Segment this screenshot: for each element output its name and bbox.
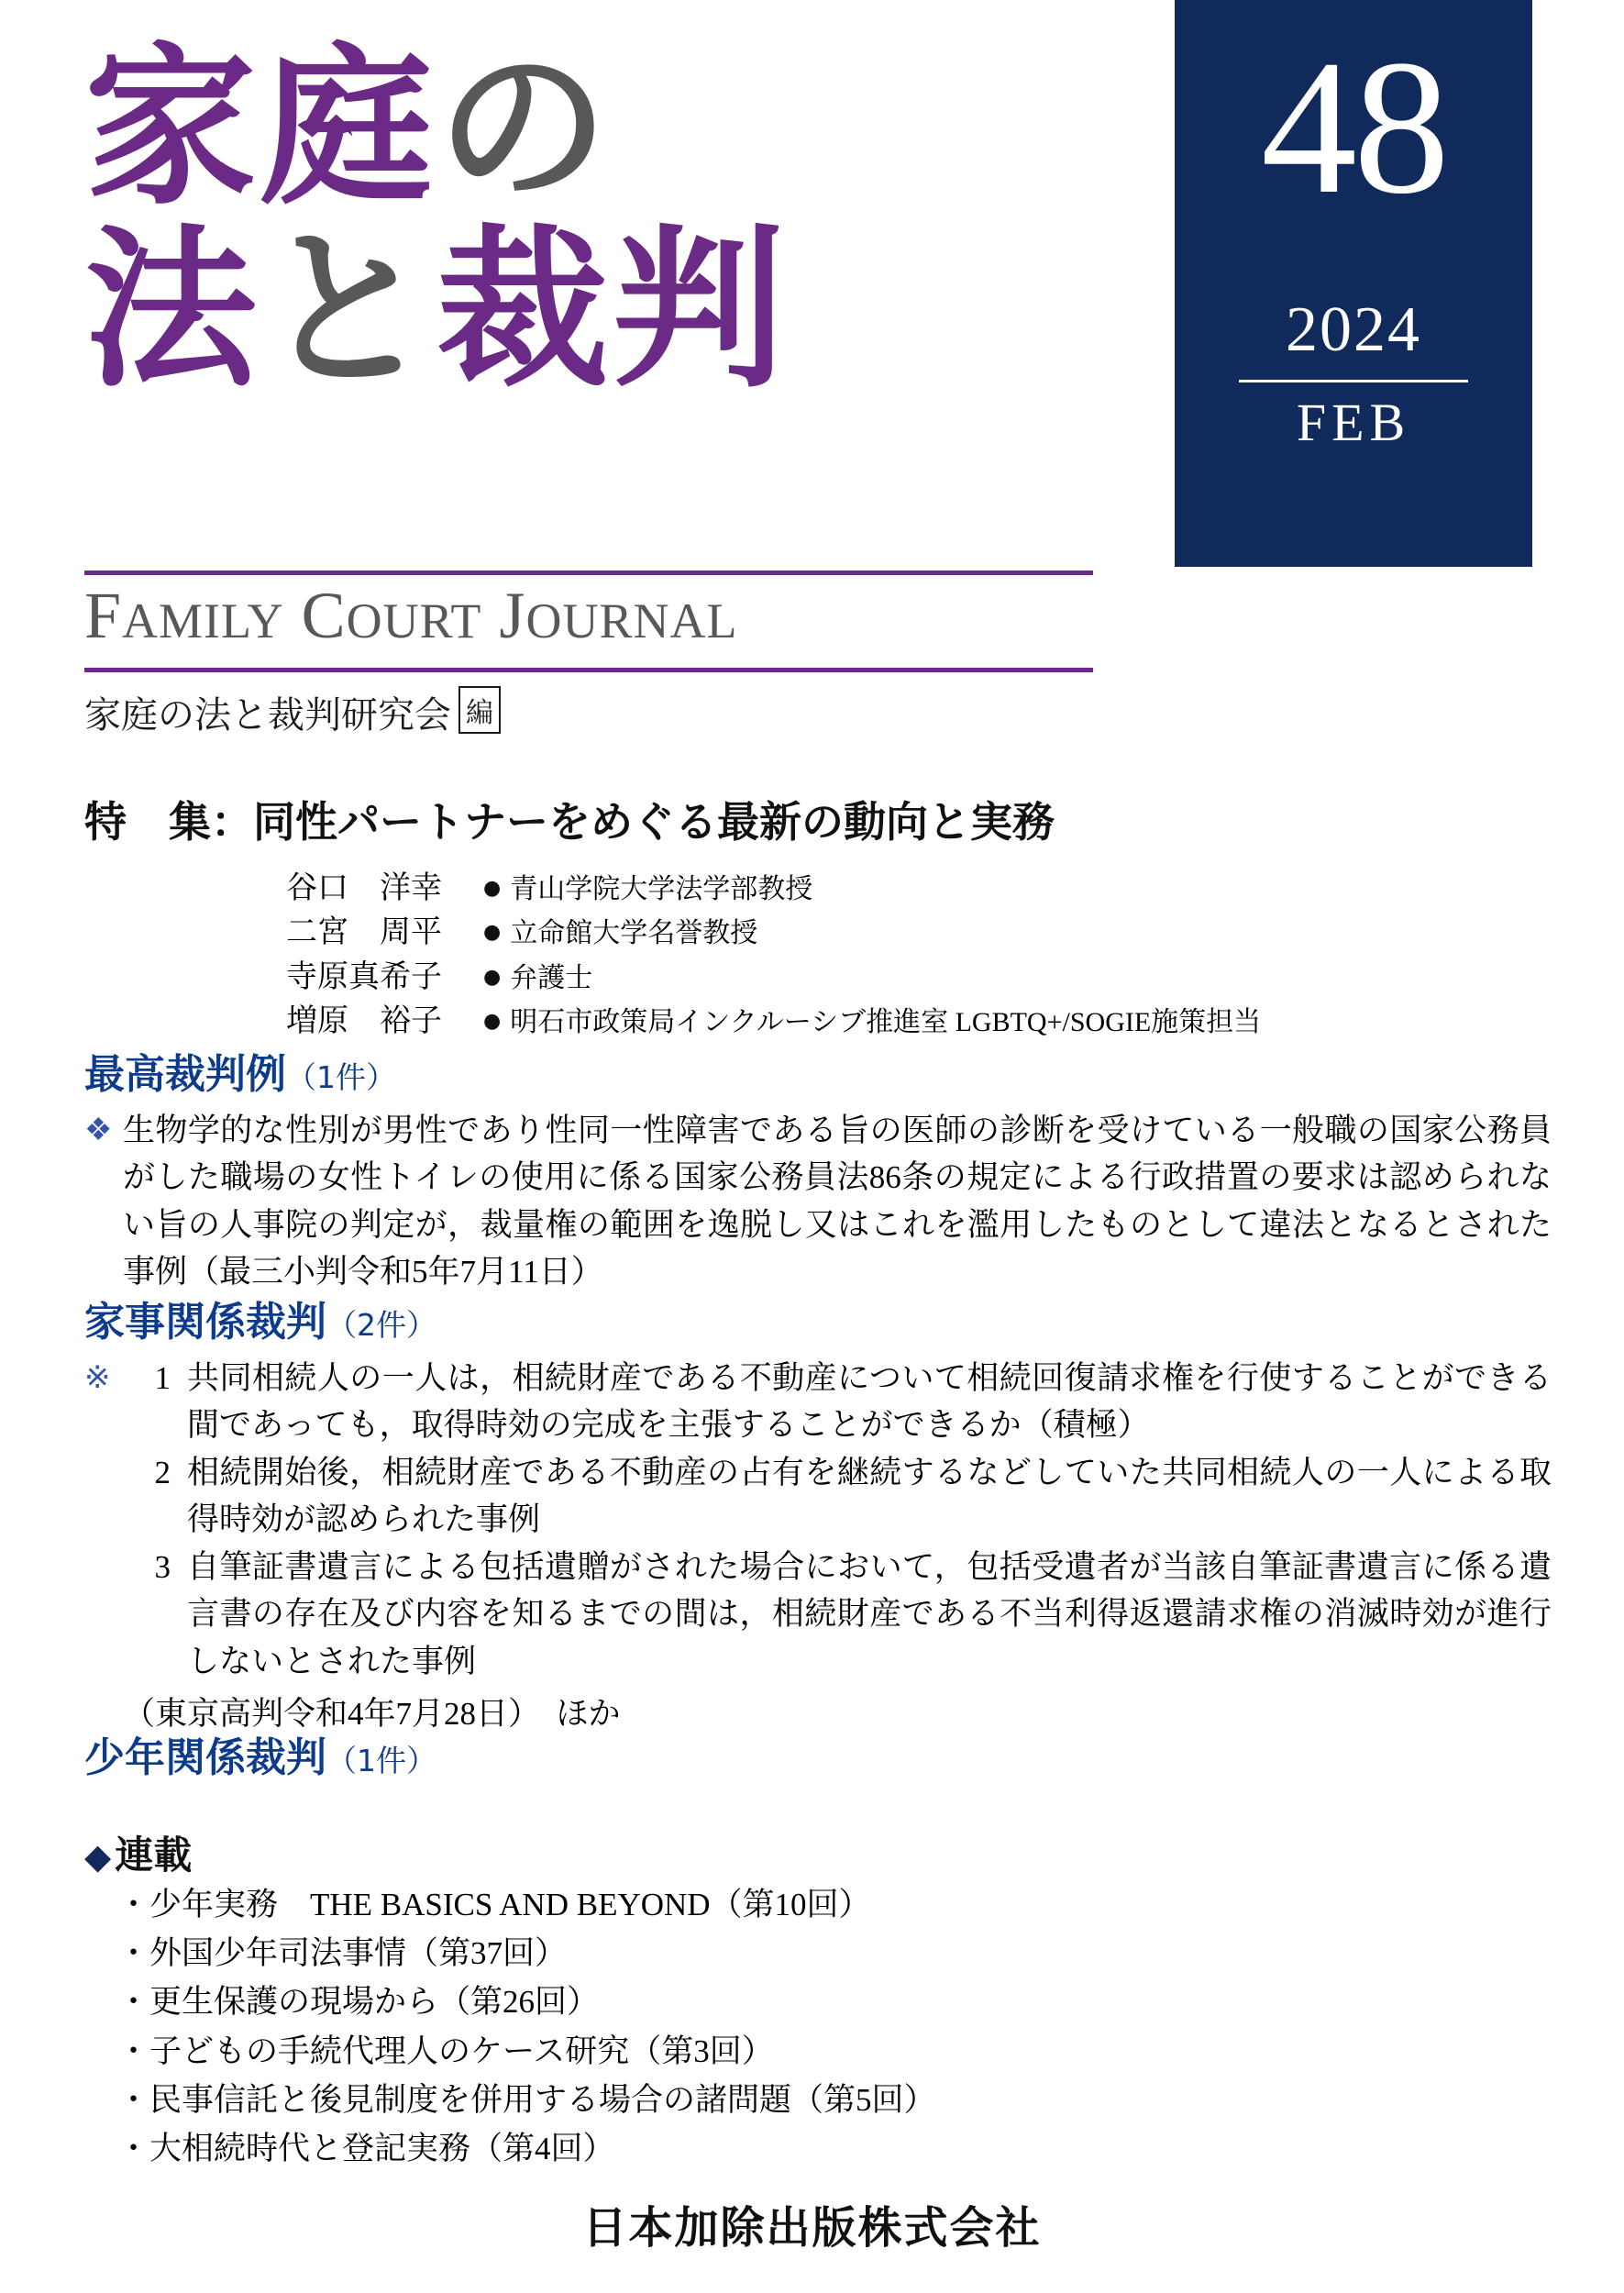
section-count: （1件）: [286, 1059, 396, 1095]
title-en-amily: AMILY: [122, 593, 284, 648]
section-item-text: 相続開始後，相続財産である不動産の占有を継続するなどしていた共同相続人の一人による取得時効が認められた事例: [187, 1454, 1552, 1538]
author-row: [286, 866, 1552, 910]
feature-title: 特 集：同性パートナーをめぐる最新の動向と実務: [84, 797, 1055, 847]
editor-name: 家庭の法と裁判研究会: [84, 694, 451, 737]
section-heading-text: 最高裁判例: [84, 1051, 286, 1098]
title-char-to: と: [260, 210, 436, 412]
diamond-bullet-icon: ❖: [84, 1113, 113, 1147]
author-affiliation: 弁護士: [510, 962, 593, 993]
section-item: [84, 1107, 1552, 1296]
author-row: [286, 910, 1552, 954]
bullet-dot-icon: ●: [483, 965, 502, 989]
item-number: 2: [154, 1454, 171, 1490]
issue-divider: [1239, 380, 1468, 382]
section-heading: [84, 1041, 1552, 1100]
title-char-ka: 家: [84, 28, 260, 228]
title-line-1: [84, 28, 1111, 228]
item-number: 3: [154, 1548, 171, 1585]
section-item-text: 生物学的な性別が男性であり性同一性障害である旨の医師の診断を受けている一般職の国家公務員がした職場の女性トイレの使用に係る国家公務員法86条の規定による行政措置の要求は認められない旨の人事院の判定が，裁量権の範囲を逸脱し又はこれを濫用したものとして違法となるとされた事例（最三小判令和5年7月11日）: [123, 1113, 1552, 1291]
issue-year: 2024: [1286, 294, 1421, 365]
author-affiliation: 立命館大学名誉教授: [510, 918, 758, 949]
item-number: 1: [154, 1360, 171, 1396]
title-char-tei: 庭: [260, 28, 436, 228]
masthead: [0, 0, 1624, 737]
serial-heading-text: 連載: [115, 1833, 193, 1878]
serial-heading: [84, 1825, 1552, 1880]
bullet-dot-icon: ●: [483, 877, 502, 900]
serial-list-item: ・外国少年司法事情（第37回）: [117, 1935, 568, 1972]
section-count: （1件）: [326, 1743, 436, 1778]
bullet-dot-icon: ●: [483, 1009, 502, 1033]
serial-list-item: ・少年実務 THE BASICS AND BEYOND（第10回）: [117, 1887, 871, 1922]
section-family-cases: [84, 1289, 1552, 1734]
section-juvenile-cases: [84, 1724, 1552, 1790]
author-affiliation: 青山学院大学法学部教授: [510, 874, 813, 904]
issue-box: [1175, 0, 1532, 567]
author-name: 二宮 周平: [286, 914, 442, 951]
feature-author-list: [286, 866, 1552, 1043]
publisher-name: 日本加除出版株式会社: [582, 2202, 1042, 2254]
title-char-saiban: 裁判: [436, 210, 789, 412]
title-en-ourt: OURT: [346, 593, 482, 648]
section-item: [84, 1544, 1552, 1685]
bullet-dot-icon: ●: [483, 921, 502, 945]
title-rule-bottom: [84, 668, 1093, 672]
journal-title-japanese: [84, 28, 1111, 412]
section-citation: （東京高判令和4年7月28日） ほか: [123, 1696, 621, 1733]
section-item-text: 自筆証書遺言による包括遺贈がされた場合において，包括受遺者が当該自筆証書遺言に係る遺言書の存在及び内容を知るまでの間は，相続財産である不当利得返還請求権の消滅時効が進行しないとされた事例: [187, 1548, 1552, 1679]
author-name: 寺原真希子: [286, 958, 442, 995]
section-heading: [84, 1724, 1552, 1783]
issue-month: FEB: [1296, 392, 1411, 452]
editor-badge: 編: [458, 686, 501, 734]
title-en-c: C: [283, 579, 347, 652]
issue-number: 48: [1261, 21, 1446, 234]
section-heading-text: 少年関係裁判: [84, 1734, 326, 1781]
serial-list-item: ・子どもの手続代理人のケース研究（第3回）: [117, 2033, 774, 2069]
author-name: 谷口 洋幸: [286, 870, 442, 906]
section-heading: [84, 1289, 1552, 1347]
section-item: [84, 1355, 1552, 1449]
serial-list-item: ・更生保護の現場から（第26回）: [117, 1984, 600, 2021]
section-supreme-court: [84, 1041, 1552, 1296]
author-affiliation: 明石市政策局インクルーシブ推進室 LGBTQ+/SOGIE施策担当: [510, 1006, 1262, 1037]
section-count: （2件）: [326, 1307, 436, 1343]
serial-list-item: ・大相続時代と登記実務（第4回）: [117, 2130, 615, 2166]
author-row: [286, 999, 1552, 1043]
title-rule-top: [84, 570, 1093, 575]
section-item: [84, 1449, 1552, 1544]
diamond-icon: ◆: [84, 1836, 112, 1877]
title-char-no: の: [436, 28, 613, 228]
serial-block: [84, 1825, 1552, 2173]
asterisk-bullet-icon: ※: [84, 1361, 111, 1395]
section-item-text: 共同相続人の一人は，相続財産である不動産について相続回復請求権を行使することができる間であっても，取得時効の完成を主張することができるか（積極）: [187, 1360, 1552, 1444]
serial-list-item: ・民事信託と後見制度を併用する場合の諸問題（第5回）: [117, 2081, 936, 2118]
title-char-hou: 法: [84, 210, 260, 412]
section-heading-text: 家事関係裁判: [84, 1299, 326, 1346]
feature-block: [84, 789, 1552, 1043]
title-en-f: F: [84, 579, 123, 652]
author-name: 増原 裕子: [286, 1002, 442, 1039]
journal-title-english: [84, 578, 1111, 654]
title-en-ournal: OURNAL: [525, 593, 738, 648]
editor-line: [84, 686, 501, 738]
title-en-j: J: [481, 579, 526, 652]
title-line-2: [84, 210, 1111, 412]
author-row: [286, 955, 1552, 999]
